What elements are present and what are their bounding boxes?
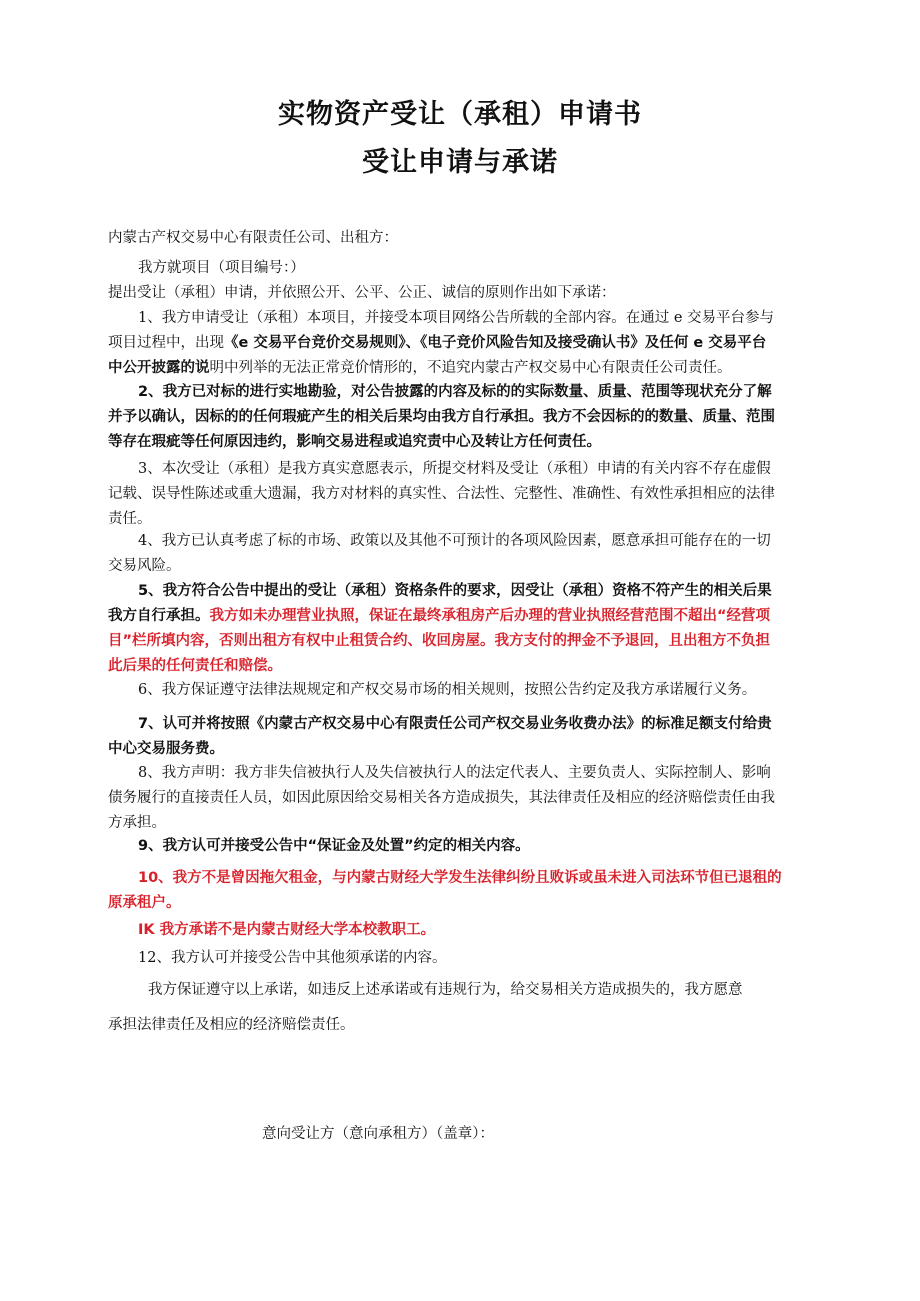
item-3-line-3: 责任。 — [108, 511, 152, 527]
item-9: 9、我方认可并接受公告中“保证金及处置”约定的相关内容。 — [138, 838, 530, 854]
item-10-line-1: 10、我方不是曾因拖欠租金，与内蒙古财经大学发生法律纠纷且败诉或虽未进入司法环节但已退租的 — [138, 870, 782, 886]
signature-line: 意向受让方（意向承租方）（盖章）： — [262, 1126, 494, 1142]
item-4-line-1: 4、我方已认真考虑了标的市场、政策以及其他不可预计的各项风险因素，愿意承担可能存在的一切 — [138, 533, 771, 549]
item-10-line-2: 原承租户。 — [108, 895, 181, 911]
item-5-line-2 — [108, 604, 824, 629]
item-12: 12、我方认可并接受公告中其他须承诺的内容。 — [138, 950, 447, 966]
item-1-line-2 — [108, 331, 824, 356]
item-1-line-2-plain: 项目过程中，出现 — [108, 335, 224, 351]
item-5-line-2-black: 我方自行承担。 — [108, 608, 210, 624]
item-5-line-1: 5、我方符合公告中提出的受让（承租）资格条件的要求，因受让（承租）资格不符产生的相关后果 — [138, 583, 772, 599]
item-1-line-1: 1、我方申请受让（承租）本项目，并接受本项目网络公告所载的全部内容。在通过 e 交易平台参与 — [138, 310, 775, 326]
item-11: IK 我方承诺不是内蒙古财经大学本校教职工。 — [138, 922, 436, 938]
document-subtitle: 受让申请与承诺 — [362, 147, 558, 178]
item-2-line-3: 等存在瑕疵等任何原因违约，影响交易进程或追究责中心及转让方任何责任。 — [108, 434, 601, 450]
item-1-line-3-bold: 中公开披露的说 — [108, 360, 210, 376]
closing-line-2: 承担法律责任及相应的经济赔偿责任。 — [108, 1017, 355, 1033]
addressee: 内蒙古产权交易中心有限责任公司、出租方： — [108, 230, 398, 246]
item-3-line-2: 记载、误导性陈述或重大遗漏，我方对材料的真实性、合法性、完整性、准确性、有效性承担相应的法律 — [108, 486, 775, 502]
item-7-line-1: 7、认可并将按照《内蒙古产权交易中心有限责任公司产权交易业务收费办法》的标准足额支付给贵 — [138, 716, 772, 732]
project-line: 我方就项目（项目编号：） — [138, 260, 305, 276]
item-6: 6、我方保证遵守法律法规规定和产权交易市场的相关规则，按照公告约定及我方承诺履行义务。 — [138, 682, 757, 698]
item-7-line-2: 中心交易服务费。 — [108, 741, 224, 757]
item-2-line-2: 并予以确认，因标的的任何瑕疵产生的相关后果均由我方自行承担。我方不会因标的的数量、质量、范围 — [108, 409, 775, 425]
item-1-line-3-plain: 明中列举的无法正常竞价情形的，不追究内蒙古产权交易中心有限责任公司责任。 — [209, 360, 732, 376]
item-5-line-4: 此后果的任何责任和赔偿。 — [108, 658, 282, 674]
item-5-line-2-red: 我方如未办理营业执照，保证在最终承租房产后办理的营业执照经营范围不超出“经营项 — [209, 608, 771, 624]
item-8-line-2: 债务履行的直接责任人员，如因此原因给交易相关各方造成损失，其法律责任及相应的经济赔偿责任由我 — [108, 790, 775, 806]
intro-line: 提出受让（承租）申请，并依照公开、公平、公正、诚信的原则作出如下承诺： — [108, 285, 616, 301]
item-5-line-3: 目”栏所填内容，否则出租方有权中止租赁合约、收回房屋。我方支付的押金不予退回，且出租方不负担 — [108, 633, 771, 649]
item-2-line-1: 2、我方已对标的进行实地勘验，对公告披露的内容及标的的实际数量、质量、范围等现状充分了解 — [138, 384, 772, 400]
item-3-line-1: 3、本次受让（承租）是我方真实意愿表示，所提交材料及受让（承租）申请的有关内容不存在虚假 — [138, 461, 771, 477]
item-1-line-3 — [108, 356, 824, 381]
item-1-line-2-bold: 《e 交易平台竞价交易规则》、《电子竞价风险告知及接受确认书》及任何 e 交易平台 — [224, 335, 767, 351]
closing-line-1: 我方保证遵守以上承诺，如违反上述承诺或有违规行为，给交易相关方造成损失的，我方愿意 — [148, 982, 743, 998]
item-4-line-2: 交易风险。 — [108, 558, 181, 574]
document-title: 实物资产受让（承租）申请书 — [278, 99, 642, 130]
item-8-line-1: 8、我方声明：我方非失信被执行人及失信被执行人的法定代表人、主要负责人、实际控制人、影响 — [138, 765, 771, 781]
item-8-line-3: 方承担。 — [108, 815, 166, 831]
